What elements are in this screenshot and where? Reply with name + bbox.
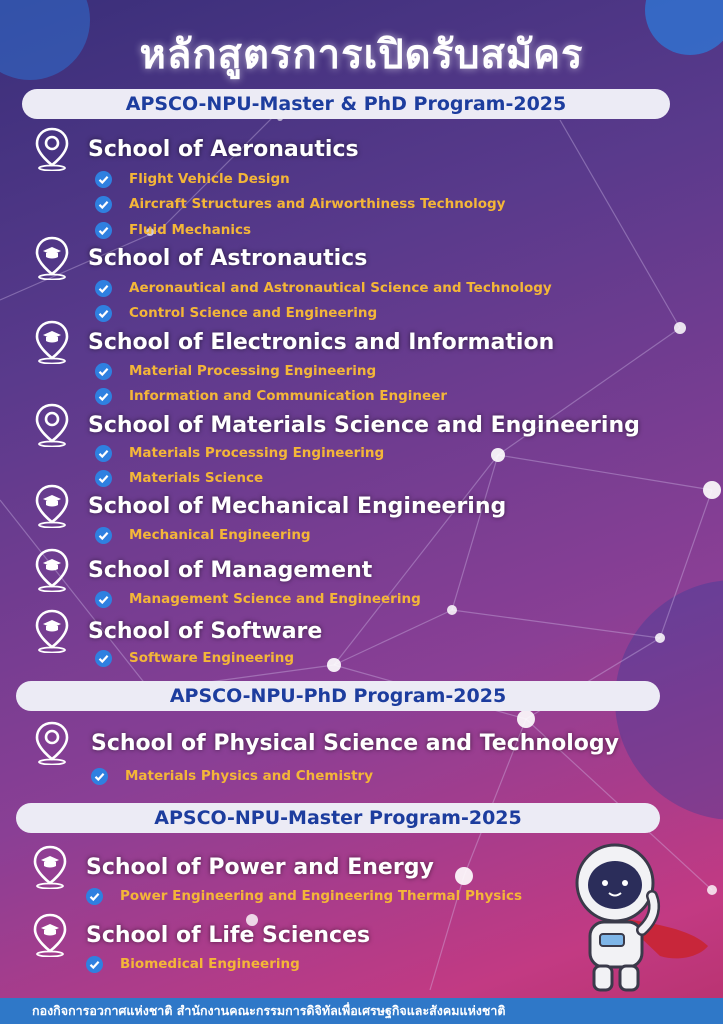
school-name: School of Software xyxy=(88,618,323,644)
check-circle-icon xyxy=(95,650,112,667)
school-row xyxy=(32,850,434,884)
school-name: School of Life Sciences xyxy=(86,922,371,948)
major-item xyxy=(95,646,294,670)
major-label: Materials Science xyxy=(129,470,264,486)
major-item xyxy=(95,218,251,242)
major-item xyxy=(95,587,421,611)
major-item xyxy=(95,301,377,325)
location-pin-icon xyxy=(34,721,70,765)
school-name: School of Management xyxy=(88,557,373,583)
major-label: Aeronautical and Astronautical Science and Technology xyxy=(129,280,552,296)
major-item xyxy=(95,384,447,408)
school-name: School of Materials Science and Engineering xyxy=(88,412,640,438)
school-row xyxy=(34,726,619,760)
major-item xyxy=(95,167,290,191)
major-item xyxy=(95,276,552,300)
check-circle-icon xyxy=(95,196,112,213)
school-name: School of Power and Energy xyxy=(86,854,434,880)
major-item xyxy=(95,441,384,465)
major-item xyxy=(95,192,505,216)
school-row xyxy=(34,489,506,523)
location-pin-graduation-cap-icon xyxy=(32,913,68,957)
check-circle-icon xyxy=(95,527,112,544)
major-label: Information and Communication Engineer xyxy=(129,388,448,404)
school-row xyxy=(34,241,367,275)
major-label: Fluid Mechanics xyxy=(129,222,252,238)
check-circle-icon xyxy=(95,445,112,462)
major-label: Management Science and Engineering xyxy=(129,591,421,607)
major-label: Software Engineering xyxy=(129,650,295,666)
check-circle-icon xyxy=(95,305,112,322)
major-item xyxy=(95,466,263,490)
astronaut-illustration xyxy=(560,838,710,998)
major-label: Aircraft Structures and Airworthiness Technology xyxy=(129,196,506,212)
check-circle-icon xyxy=(86,888,103,905)
major-label: Materials Processing Engineering xyxy=(129,445,385,461)
location-pin-graduation-cap-icon xyxy=(34,609,70,653)
location-pin-graduation-cap-icon xyxy=(34,484,70,528)
major-label: Mechanical Engineering xyxy=(129,527,311,543)
school-row xyxy=(34,553,372,587)
major-label: Control Science and Engineering xyxy=(129,305,378,321)
check-circle-icon xyxy=(91,768,108,785)
page-title: หลักสูตรการเปิดรับสมัคร xyxy=(139,32,584,78)
program-banner-master-phd: APSCO-NPU-Master & PhD Program-2025 xyxy=(22,89,670,119)
major-item xyxy=(91,764,373,788)
school-name: School of Aeronautics xyxy=(88,136,359,162)
location-pin-graduation-cap-icon xyxy=(32,845,68,889)
check-circle-icon xyxy=(95,280,112,297)
location-pin-graduation-cap-icon xyxy=(34,236,70,280)
check-circle-icon xyxy=(95,591,112,608)
school-row xyxy=(34,132,359,166)
location-pin-graduation-cap-icon xyxy=(34,320,70,364)
school-row xyxy=(34,325,554,359)
school-row xyxy=(34,408,640,442)
major-label: Power Engineering and Engineering Thermal Physics xyxy=(120,888,522,904)
major-item xyxy=(95,523,311,547)
major-label: Material Processing Engineering xyxy=(129,363,377,379)
school-name: School of Electronics and Information xyxy=(88,329,555,355)
school-name: School of Mechanical Engineering xyxy=(88,493,507,519)
check-circle-icon xyxy=(86,956,103,973)
program-banner-phd: APSCO-NPU-PhD Program-2025 xyxy=(16,681,660,711)
major-item xyxy=(95,359,376,383)
major-item xyxy=(86,884,522,908)
location-pin-icon xyxy=(34,127,70,171)
major-item xyxy=(86,952,300,976)
location-pin-graduation-cap-icon xyxy=(34,548,70,592)
check-circle-icon xyxy=(95,363,112,380)
major-label: Materials Physics and Chemistry xyxy=(125,768,374,784)
school-row xyxy=(34,614,322,648)
check-circle-icon xyxy=(95,171,112,188)
school-row xyxy=(32,918,370,952)
school-name: School of Physical Science and Technology xyxy=(91,730,619,756)
major-label: Biomedical Engineering xyxy=(120,956,300,972)
check-circle-icon xyxy=(95,222,112,239)
program-banner-master: APSCO-NPU-Master Program-2025 xyxy=(16,803,660,833)
school-name: School of Astronautics xyxy=(88,245,368,271)
major-label: Flight Vehicle Design xyxy=(129,171,290,187)
check-circle-icon xyxy=(95,470,112,487)
location-pin-icon xyxy=(34,403,70,447)
check-circle-icon xyxy=(95,388,112,405)
footer-organization: กองกิจการอวกาศแห่งชาติ สำนักงานคณะกรรมการดิจิทัลเพื่อเศรษฐกิจและสังคมแห่งชาติ xyxy=(0,998,723,1024)
